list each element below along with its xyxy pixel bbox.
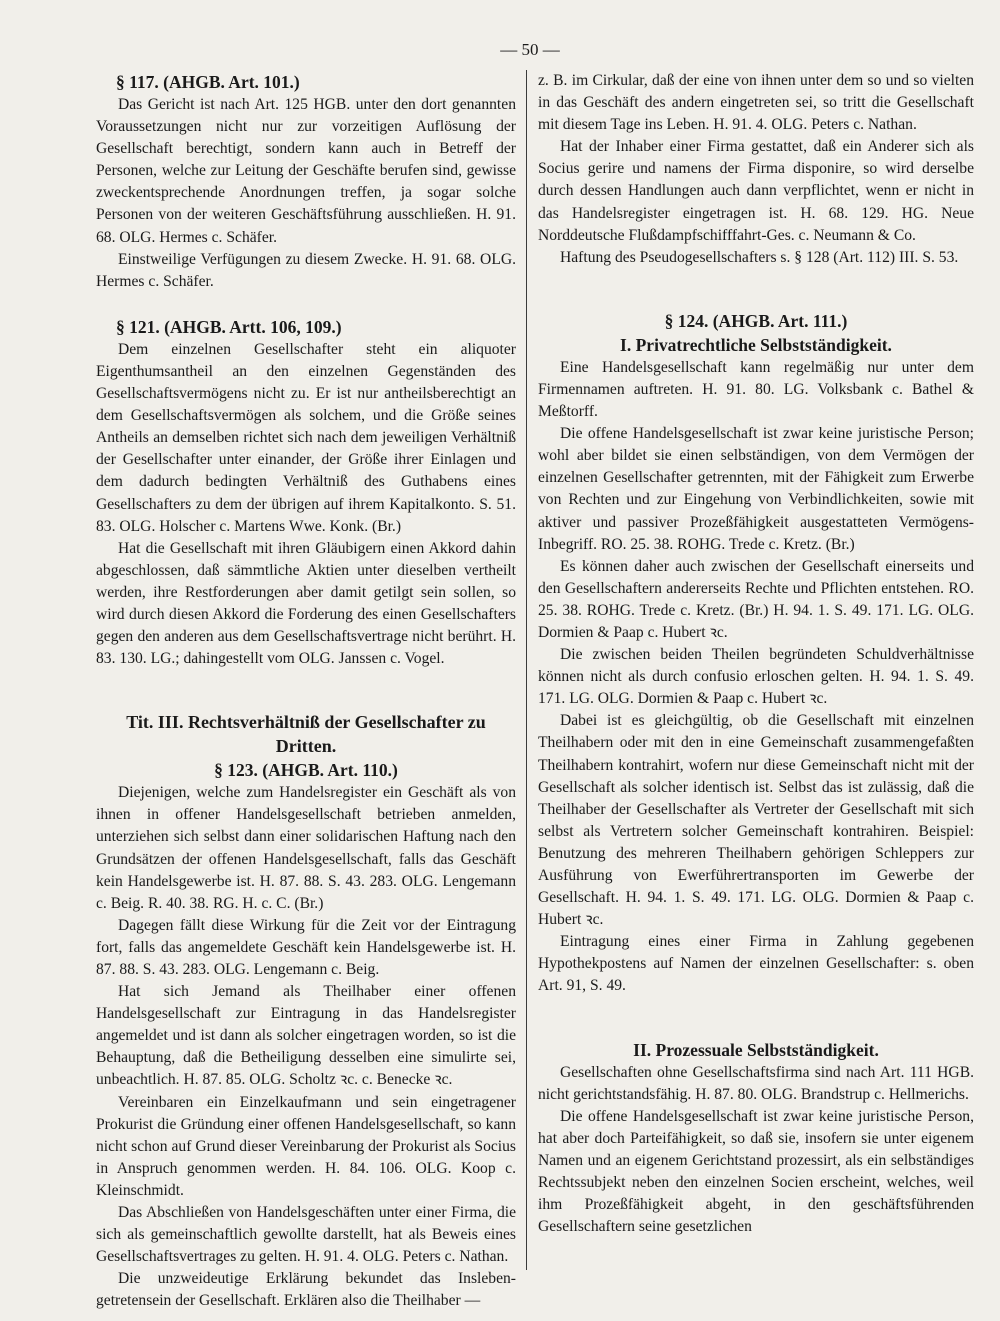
right-column <box>538 70 974 1238</box>
paragraph: Das Gericht ist nach Art. 125 HGB. unter den dort genannten Voraussetzungen nicht nur zur vorzeitigen Auflösung der Gesellschaft berechtigt, sondern kann auch in Betreff der Personen, welche zur Leitung der Geschäfte berufen sind, gewisse zweckentsprechende Anordnungen treffen, ja sogar solche Personen von der weiteren Geschäftsführung ausschließen. H. 91. 68. OLG. Hermes c. Schäfer. <box>96 96 516 246</box>
paragraph: Die offene Handelsgesellschaft ist zwar keine juristische Person, hat aber doch Parteifähigkeit, so daß sie, insofern sie unter eigenem Namen und an eigenem Gerichtstand prozessirt, als ein selbständiges Rechtssubjekt neben den einzelnen Socien erscheint, welches, weil ihm Prozeßfähigkeit abgeht, in den geschäftsführenden Gesellschaftern seine gesetzlichen <box>538 1107 974 1236</box>
paragraph: Das Abschließen von Handelsgeschäften unter einer Firma, die sich als gemeinschaftlich gewollte darstellt, hat als Beweis eines Gesellschaftsvertrages zu gelten. H. 91. 4. OLG. Peters c. Nathan. <box>96 1204 516 1266</box>
section-117-heading: § 117. (AHGB. Art. 101.) <box>116 72 300 92</box>
paragraph: Die zwischen beiden Theilen begründeten Schuldverhältnisse können nicht als durch confusio erloschen gelten. H. 94. 1. S. 49. 171. LG. OLG. Dormien & Paap c. Hubert ꝛc. <box>538 646 974 708</box>
paragraph: Es können daher auch zwischen der Gesellschaft einerseits und den Gesellschaftern andererseits Rechte und Pflichten entstehen. RO. 25. 38. ROHG. Trede c. Kretz. (Br.) H. 94. 1. S. 49. 171. LG. OLG. Dormien & Paap c. Hubert ꝛc. <box>538 557 974 641</box>
paragraph: Hat sich Jemand als Theilhaber einer offenen Handelsgesellschaft zur Eintragung in das Handelsregister angemeldet und ist dann als solcher eingetragen worden, so ist die Behauptung, daß die Betheiligung desselben eine simulirte sei, unbeachtlich. H. 87. 85. OLG. Scholtz ꝛc. c. Benecke ꝛc. <box>96 983 516 1089</box>
paragraph: Die unzweideutige Erklärung bekundet das Insleben-getretensein der Gesellschaft. Erklären also die Theilhaber — <box>96 1270 516 1310</box>
paragraph: Diejenigen, welche zum Handelsregister ein Geschäft als von ihnen in offener Handelsgesellschaft betrieben anmelden, unterziehen sich selbst dann einer solidarischen Haftung nach den Grundsätzen der offenen Handelsgesellschaft, falls das Geschäft kein Handelsgewerbe ist. H. 87. 88. S. 43. 283. OLG. Lengemann c. Beig. R. 40. 38. RG. H. c. C. (Br.) <box>96 784 516 912</box>
paragraph: Hat der Inhaber einer Firma gestattet, daß ein Anderer sich als Socius gerire und namens der Firma disponire, so wird derselbe durch dessen Handlungen auch dann verpflichtet, wenn er nicht in das Handelsregister eingetragen ist. H. 68. 129. HG. Neue Norddeutsche Flußdampfschifffahrt-Ges. c. Neumann & Co. <box>538 138 974 244</box>
subsection-i-heading: I. Privatrechtliche Selbstständigkeit. <box>620 334 892 355</box>
left-column <box>96 70 516 1313</box>
section-124-heading: § 124. (AHGB. Art. 111.) <box>664 310 848 331</box>
subsection-ii-heading: II. Prozessuale Selbstständigkeit. <box>633 1039 879 1060</box>
paragraph: Eintragung eines einer Firma in Zahlung gegebenen Hypothekpostens auf Namen der einzelnen Gesellschafter: s. oben Art. 91, S. 49. <box>538 933 974 995</box>
paragraph: Haftung des Pseudogesellschafters s. § 128 (Art. 112) III. S. 53. <box>560 248 959 266</box>
title-iii-heading: Tit. III. Rechtsverhältniß der Gesellschafter zu Dritten. <box>126 712 486 757</box>
paragraph: Vereinbaren ein Einzelkaufmann und sein eingetragener Prokurist die Gründung einer offenen Handelsgesellschaft, so kann nicht schon auf Grund dieser Vereinbarung der Prokurist als Socius in Anspruch genommen werden. H. 84. 106. OLG. Koop c. Kleinschmidt. <box>96 1093 516 1199</box>
section-121-heading: § 121. (AHGB. Artt. 106, 109.) <box>116 316 342 337</box>
paragraph: Dem einzelnen Gesellschafter steht ein aliquoter Eigenthumsantheil an den einzelnen Gegenständen des Gesellschaftsvermögens nicht zu. Er ist nur antheilsberechtigt an dem Gesellschaftsvermögen als solchem, und die Größe seines Antheils an demselben richtet sich nach dem jeweiligen Verhältniß der Gesellschafter unter einander, der Größe ihrer Einlagen und dem dadurch bedingten Verhältniß des Guthabens eines Gesellschafters zu dem der übrigen auf ihrem Kapitalkonto. S. 51. 83. OLG. Holscher c. Martens Wwe. Konk. (Br.) <box>96 340 516 535</box>
paragraph: Eine Handelsgesellschaft kann regelmäßig nur unter dem Firmennamen auftreten. H. 91. 80. LG. Volksbank c. Bathel & Meßtorff. <box>538 358 974 421</box>
paragraph: Gesellschaften ohne Gesellschaftsfirma sind nach Art. 111 HGB. nicht gerichtstandsfähig. H. 87. 80. OLG. Brandstrup c. Hellmerichs. <box>538 1063 974 1103</box>
paragraph: Dagegen fällt diese Wirkung für die Zeit vor der Eintragung fort, falls das angemeldete Geschäft kein Handelsgewerbe ist. H. 87. 88. S. 43. 283. OLG. Lengemann c. Beig. <box>96 916 516 978</box>
page-number: — 50 — <box>500 40 560 59</box>
paragraph: Die offene Handelsgesellschaft ist zwar keine juristische Person; wohl aber bildet sie einen selbständigen, von dem Vermögen der einzelnen Gesellschafter getrennten, mit der Fähigkeit zum Erwerbe von Rechten und zur Eingehung von Verbindlichkeiten, sowie mit aktiver und passiver Prozeßfähigkeit ausgestatteten Vermögens-Inbegriff. RO. 25. 38. ROHG. Trede c. Kretz. (Br.) <box>538 425 974 553</box>
paragraph: Einstweilige Verfügungen zu diesem Zwecke. H. 91. 68. OLG. Hermes c. Schäfer. <box>96 250 516 290</box>
paragraph: z. B. im Cirkular, daß der eine von ihnen unter dem so und so vielten in das Geschäft des andern eingetreten sei, so tritt die Gesellschaft mit diesem Tage ins Leben. H. 91. 4. OLG. Peters c. Nathan. <box>538 72 974 134</box>
paragraph: Hat die Gesellschaft mit ihren Gläubigern einen Akkord dahin abgeschlossen, daß sämmtliche Aktien unter dieselben vertheilt werden, ihre Restforderungen aber damit getilgt sein sollen, so wird durch diesen Akkord die Forderung des einen Gesellschafters gegen den anderen aus dem Gesellschaftsvertrage nicht berührt. H. 83. 130. LG.; dahingestellt vom OLG. Janssen c. Vogel. <box>96 539 516 668</box>
section-123-heading: § 123. (AHGB. Art. 110.) <box>214 760 398 781</box>
paragraph: Dabei ist es gleichgültig, ob die Gesellschaft mit einzelnen Theilhabern oder mit den in eine Gemeinschaft zusammengefaßten Theilhabern kontrahirt, wofern nur diese Gemeinschaft nicht mit der Gesellschaft als solcher identisch ist. Selbst das ist zulässig, daß die Theilhaber der Gesellschafter als Vertreter der Gesellschaft mit sich selbst als Vertretern solcher Gemeinschaft kontrahiren. Beispiel: Benutzung des mehreren Theilhabern gehörigen Schleppers zur Ausführung von Ewerführertransporten im Gewerbe der Gesellschaft. H. 94. 1. S. 49. 171. LG. OLG. Dormien & Paap c. Hubert ꝛc. <box>538 712 974 929</box>
column-divider <box>526 70 527 1270</box>
